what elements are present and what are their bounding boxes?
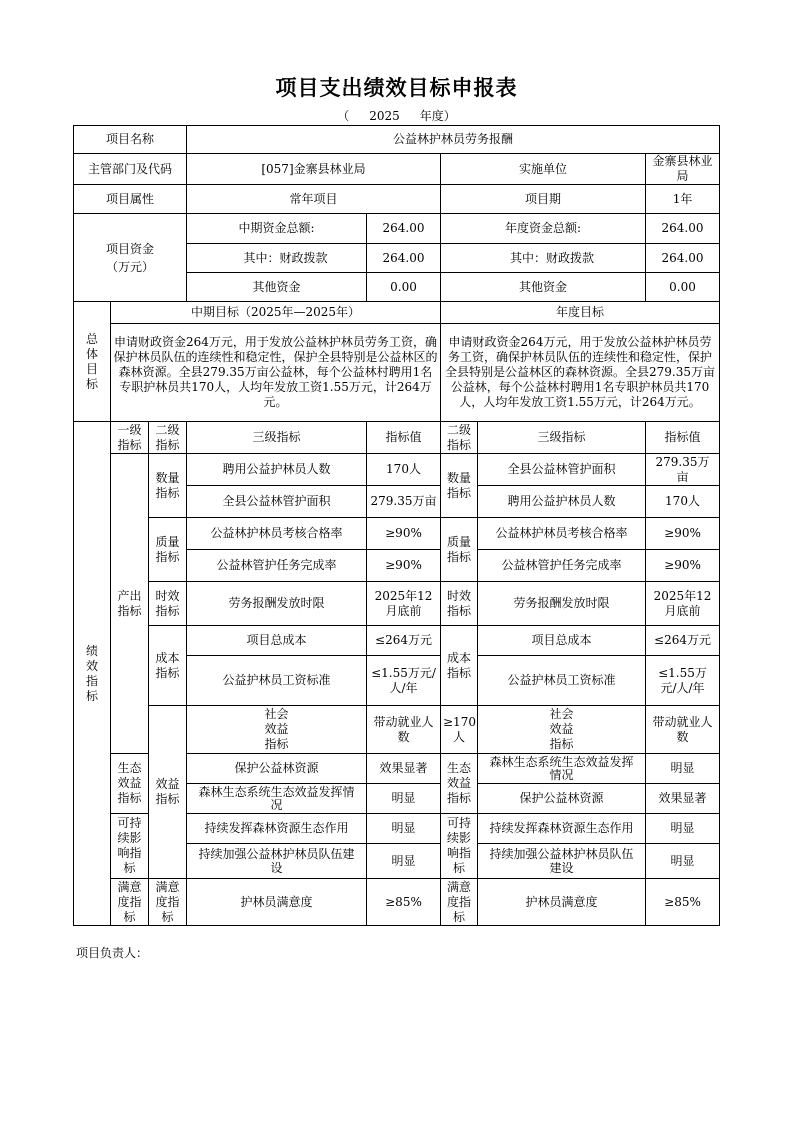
mid-ql2: 公益林管护任务完成率	[187, 550, 367, 582]
mid-e2-value: 明显	[367, 784, 441, 814]
year-suffix: 年度）	[419, 109, 456, 123]
mid-u2-value: 明显	[367, 844, 441, 879]
mid-s1-value: ≥170人	[441, 706, 478, 754]
h-level2-year: 二级 指标	[441, 422, 478, 454]
year-ql1-value: ≥90%	[646, 518, 720, 550]
mid-fiscal-label: 其中：财政拨款	[187, 244, 367, 273]
project-name-value: 公益林护林员劳务报酬	[187, 126, 720, 154]
impl-unit-label: 实施单位	[441, 154, 646, 185]
h-level3-mid: 三级指标	[187, 422, 367, 454]
mid-m1-value: ≥85%	[367, 879, 441, 926]
year-ql1: 公益林护林员考核合格率	[478, 518, 646, 550]
h-value-year: 指标值	[646, 422, 720, 454]
year-goal-text: 申请财政资金264万元，用于发放公益林护林员劳务工资，确保护林员队伍的连续性和稳定性，保护全县特别是公益林区的森林资源。全县279.35万亩公益林，每个公益林村聘用1名专职护林员共170人，人均年发放工资1.55万元，计264万元。	[441, 324, 720, 422]
year-c1: 项目总成本	[478, 626, 646, 656]
cost-label-year: 成本 指标	[441, 626, 478, 706]
eco-label-year: 生态 效益 指标	[441, 754, 478, 814]
mid-t1: 劳务报酬发放时限	[187, 582, 367, 626]
satisfaction-indicator-label: 满意 度指 标	[111, 879, 149, 926]
h-level1: 一级 指标	[111, 422, 149, 454]
year-m1: 护林员满意度	[478, 879, 646, 926]
year-u1-value: 明显	[646, 814, 720, 844]
year-t1: 劳务报酬发放时限	[478, 582, 646, 626]
attr-value: 常年项目	[187, 185, 441, 214]
mid-u1-value: 明显	[367, 814, 441, 844]
cost-label-mid: 成本 指标	[149, 626, 187, 706]
h-level2-mid: 二级 指标	[149, 422, 187, 454]
mid-fiscal-value: 264.00	[367, 244, 441, 273]
mid-e1-value: 效果显著	[367, 754, 441, 784]
year-c1-value: ≤264万元	[646, 626, 720, 656]
mid-u1: 持续发挥森林资源生态作用	[187, 814, 367, 844]
year-c2: 公益护林员工资标准	[478, 656, 646, 706]
dept-label: 主管部门及代码	[74, 154, 187, 185]
year-goal-header: 年度目标	[441, 302, 720, 324]
mid-goal-header: 中期目标（2025年—2025年）	[111, 302, 441, 324]
indicator-label: 绩 效 指 标	[74, 422, 111, 926]
mid-t1-value: 2025年12 月底前	[367, 582, 441, 626]
mid-c1: 项目总成本	[187, 626, 367, 656]
funds-label: 项目资金 （万元）	[74, 214, 187, 302]
year-q2: 聘用公益护林员人数	[478, 486, 646, 518]
mid-u2: 持续加强公益林护林员队伍建 设	[187, 844, 367, 879]
mid-total-label: 中期资金总额:	[187, 214, 367, 244]
sustain-label-mid: 可持 续影 响指 标	[111, 814, 149, 879]
social-label-mid: 社会 效益 指标	[187, 706, 367, 754]
mid-ql1-value: ≥90%	[367, 518, 441, 550]
impl-unit-value: 金寨县林业局	[646, 154, 720, 185]
timeliness-label-mid: 时效 指标	[149, 582, 187, 626]
year-e1: 森林生态系统生态效益发挥 情况	[478, 754, 646, 784]
year-s1: 带动就业人数	[646, 706, 720, 754]
h-level3-year: 三级指标	[478, 422, 646, 454]
h-value-mid: 指标值	[367, 422, 441, 454]
sustain-label-year: 可持 续影 响指 标	[441, 814, 478, 879]
year-m1-value: ≥85%	[646, 879, 720, 926]
year-prefix: （	[337, 109, 350, 123]
mid-m1: 护林员满意度	[187, 879, 367, 926]
mid-ql2-value: ≥90%	[367, 550, 441, 582]
year-other-label: 其他资金	[441, 273, 646, 302]
mid-c2-value: ≤1.55万元/ 人/年	[367, 656, 441, 706]
year-q2-value: 170人	[646, 486, 720, 518]
overall-goal-label: 总 体 目 标	[74, 302, 111, 422]
year-u2-value: 明显	[646, 844, 720, 879]
page-title: 项目支出绩效目标申报表	[275, 76, 518, 100]
year-other-value: 0.00	[646, 273, 720, 302]
mid-other-label: 其他资金	[187, 273, 367, 302]
year-e2-value: 效果显著	[646, 784, 720, 814]
year-fiscal-label: 其中：财政拨款	[441, 244, 646, 273]
mid-other-value: 0.00	[367, 273, 441, 302]
eco-label-mid: 生态 效益 指标	[111, 754, 149, 814]
performance-goal-form	[73, 125, 720, 926]
year-total-value: 264.00	[646, 214, 720, 244]
mid-total-value: 264.00	[367, 214, 441, 244]
year-u1: 持续发挥森林资源生态作用	[478, 814, 646, 844]
mid-q2-value: 279.35万亩	[367, 486, 441, 518]
mid-c2: 公益护林员工资标准	[187, 656, 367, 706]
period-label: 项目期	[441, 185, 646, 214]
satisfaction-label-year: 满意 度指 标	[441, 879, 478, 926]
year-fiscal-value: 264.00	[646, 244, 720, 273]
mid-e1: 保护公益林资源	[187, 754, 367, 784]
quantity-label-mid: 数量 指标	[149, 454, 187, 518]
mid-e2: 森林生态系统生态效益发挥情 况	[187, 784, 367, 814]
year-total-label: 年度资金总额:	[441, 214, 646, 244]
year-q1: 全县公益林管护面积	[478, 454, 646, 486]
year-u2: 持续加强公益林护林员队伍 建设	[478, 844, 646, 879]
output-indicator-label: 产出 指标	[111, 454, 149, 754]
year-ql2: 公益林管护任务完成率	[478, 550, 646, 582]
dept-value: [057]金寨县林业局	[187, 154, 441, 185]
year-e1-value: 明显	[646, 754, 720, 784]
benefit-indicator-label: 效益 指标	[149, 706, 187, 879]
mid-q1: 聘用公益护林员人数	[187, 454, 367, 486]
mid-ql1: 公益林护林员考核合格率	[187, 518, 367, 550]
mid-q1-value: 170人	[367, 454, 441, 486]
report-year	[0, 107, 793, 124]
year-ql2-value: ≥90%	[646, 550, 720, 582]
project-name-label: 项目名称	[74, 126, 187, 154]
timeliness-label-year: 时效 指标	[441, 582, 478, 626]
mid-goal-text: 申请财政资金264万元，用于发放公益林护林员劳务工资，确保护林员队伍的连续性和稳定性，保护全县特别是公益林区的森林资源。全县279.35万亩公益林，每个公益林村聘用1名专职护林员共170人，人均年发放工资1.55万元，计264万元。	[111, 324, 441, 422]
year-t1-value: 2025年12 月底前	[646, 582, 720, 626]
mid-s1: 带动就业人数	[367, 706, 441, 754]
year-value: 2025	[369, 109, 400, 123]
quality-label-mid: 质量 指标	[149, 518, 187, 582]
year-q1-value: 279.35万 亩	[646, 454, 720, 486]
satisfaction-label-mid: 满意 度指 标	[149, 879, 187, 926]
year-c2-value: ≤1.55万 元/人/年	[646, 656, 720, 706]
quantity-label-year: 数量 指标	[441, 454, 478, 518]
responsible-person-label: 项目负责人：	[76, 946, 149, 960]
quality-label-year: 质量 指标	[441, 518, 478, 582]
mid-c1-value: ≤264万元	[367, 626, 441, 656]
period-value: 1年	[646, 185, 720, 214]
mid-q2: 全县公益林管护面积	[187, 486, 367, 518]
year-e2: 保护公益林资源	[478, 784, 646, 814]
attr-label: 项目属性	[74, 185, 187, 214]
social-label-year: 社会 效益 指标	[478, 706, 646, 754]
